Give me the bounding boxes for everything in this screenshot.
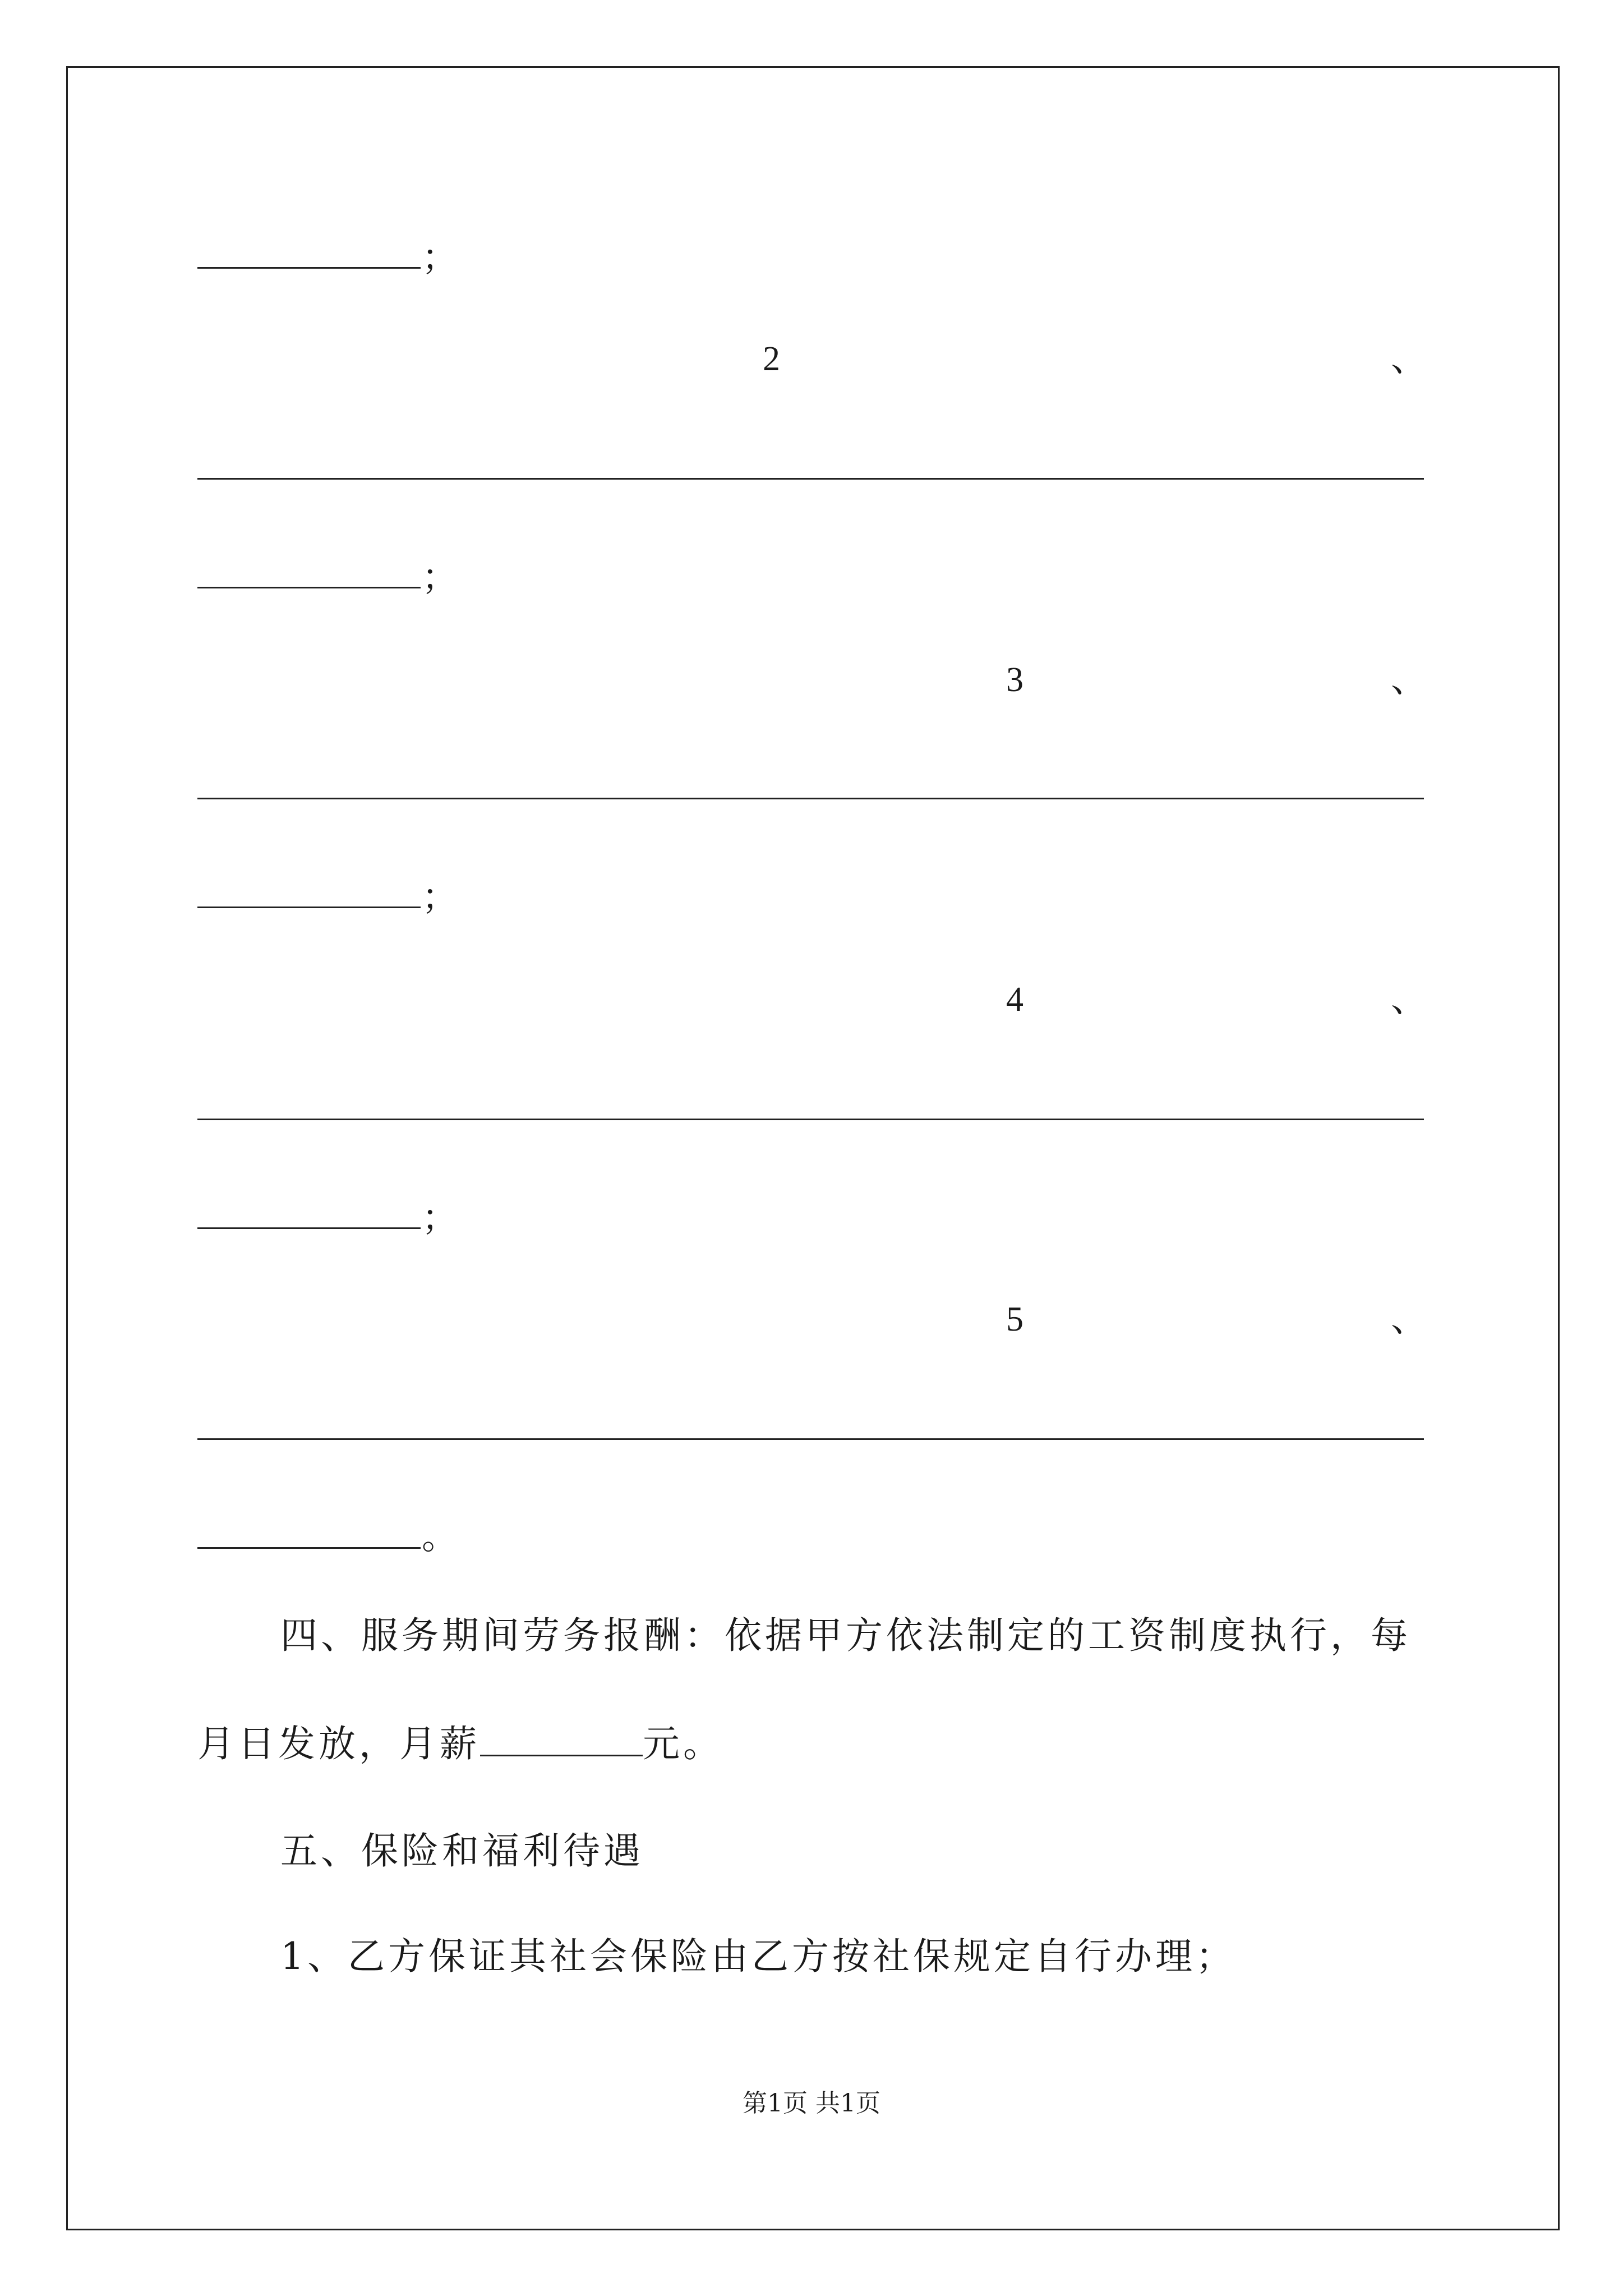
semicolon: ； <box>422 557 458 599</box>
section-4-line-2 <box>197 1721 723 1766</box>
blank-line <box>197 267 421 269</box>
period: 。 <box>422 1516 458 1558</box>
pay-day-text: 月日发放，月薪 <box>197 1722 480 1765</box>
item-separator: 、 <box>1391 659 1427 701</box>
page-border <box>66 66 1560 2230</box>
blank-line <box>197 798 1424 799</box>
item-separator: 、 <box>1391 979 1427 1020</box>
section-4-line-1: 四、服务期间劳务报酬：依据甲方依法制定的工资制度执行，每 <box>280 1614 1411 1657</box>
item-number: 4 <box>1006 981 1023 1019</box>
blank-line <box>197 587 421 588</box>
salary-blank <box>480 1721 643 1756</box>
blank-line <box>197 1227 421 1229</box>
blank-line <box>197 1438 1424 1440</box>
semicolon: ； <box>422 877 458 918</box>
item-number: 5 <box>1006 1300 1023 1338</box>
page-footer: 第1页 共1页 <box>743 2089 880 2118</box>
semicolon: ； <box>422 237 458 279</box>
section-5-item-1: 1、乙方保证其社会保险由乙方按社保规定自行办理； <box>280 1935 1236 1978</box>
item-number: 3 <box>1006 661 1023 699</box>
section-5-heading: 五、保险和福利待遇 <box>280 1829 644 1872</box>
blank-line <box>197 907 421 908</box>
item-separator: 、 <box>1391 338 1427 380</box>
item-number: 2 <box>763 340 780 378</box>
salary-unit-text: 元。 <box>643 1722 723 1765</box>
semicolon: ； <box>422 1198 458 1239</box>
blank-line <box>197 1119 1424 1120</box>
blank-line <box>197 478 1424 480</box>
blank-line <box>197 1547 421 1549</box>
item-separator: 、 <box>1391 1299 1427 1340</box>
